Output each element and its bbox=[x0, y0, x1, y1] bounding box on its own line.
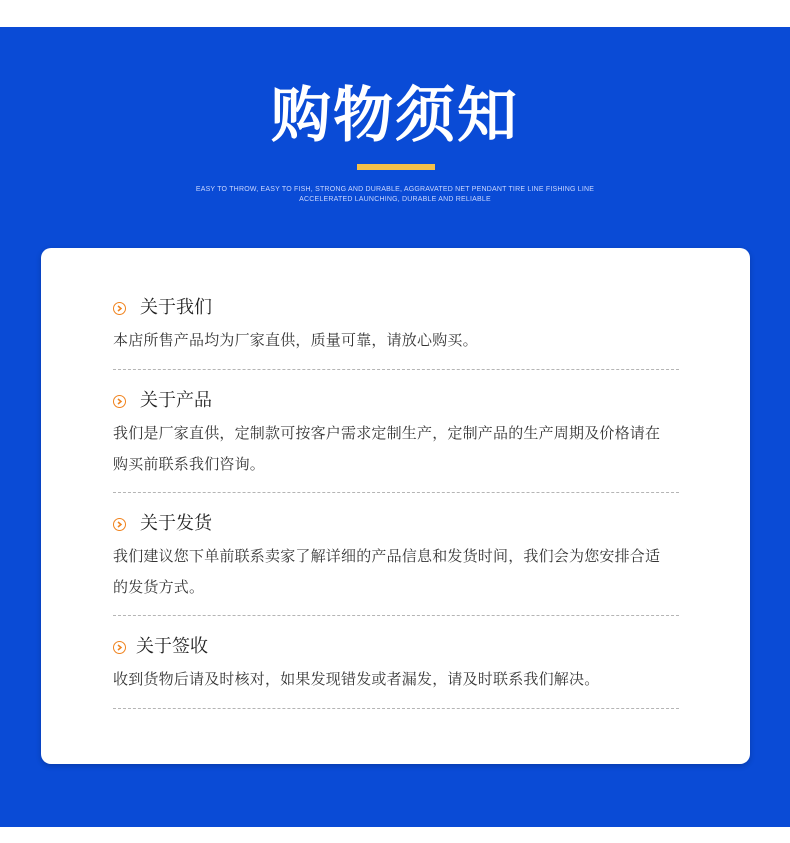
section-text bbox=[113, 325, 679, 356]
section-text bbox=[113, 664, 679, 695]
page-title: 购物须知 bbox=[271, 81, 519, 151]
chevron-right-circle-icon bbox=[113, 641, 126, 654]
section-line: 本店所售产品均为厂家直供，质量可靠，请放心购买。 bbox=[113, 331, 478, 349]
section-header bbox=[113, 635, 679, 659]
section-line: 购买前联系我们咨询。 bbox=[113, 455, 266, 473]
section-line: 收到货物后请及时核对，如果发现错发或者漏发，请及时联系我们解决。 bbox=[113, 670, 600, 688]
section-about-shipping bbox=[113, 512, 679, 603]
dashed-divider bbox=[113, 615, 679, 616]
subtitle-line-1: EASY TO THROW, EASY TO FISH, STRONG AND DURABLE, AGGRAVATED NET PENDANT TIRE LINE FISHING LINE bbox=[195, 186, 595, 193]
section-text bbox=[113, 541, 679, 603]
subtitle bbox=[0, 185, 790, 205]
section-title: 关于发货 bbox=[140, 513, 212, 534]
dashed-divider bbox=[113, 492, 679, 493]
notice-card bbox=[41, 248, 750, 764]
section-title: 关于我们 bbox=[140, 297, 212, 318]
section-about-us bbox=[113, 296, 679, 356]
section-title: 关于产品 bbox=[140, 390, 212, 411]
section-header bbox=[113, 296, 679, 320]
section-title: 关于签收 bbox=[136, 636, 208, 657]
section-header bbox=[113, 512, 679, 536]
section-line: 我们是厂家直供，定制款可按客户需求定制生产，定制产品的生产周期及价格请在 bbox=[113, 424, 661, 442]
chevron-right-circle-icon bbox=[113, 395, 126, 408]
section-text bbox=[113, 418, 679, 480]
chevron-right-circle-icon bbox=[113, 518, 126, 531]
section-header bbox=[113, 389, 679, 413]
dashed-divider bbox=[113, 369, 679, 370]
chevron-right-circle-icon bbox=[113, 302, 126, 315]
dashed-divider bbox=[113, 708, 679, 709]
section-about-receipt bbox=[113, 635, 679, 695]
section-line: 的发货方式。 bbox=[113, 578, 205, 596]
title-underline bbox=[357, 164, 435, 170]
section-line: 我们建议您下单前联系卖家了解详细的产品信息和发货时间，我们会为您安排合适 bbox=[113, 547, 661, 565]
section-about-products bbox=[113, 389, 679, 480]
subtitle-line-2: ACCELERATED LAUNCHING, DURABLE AND RELIABLE bbox=[299, 196, 491, 203]
